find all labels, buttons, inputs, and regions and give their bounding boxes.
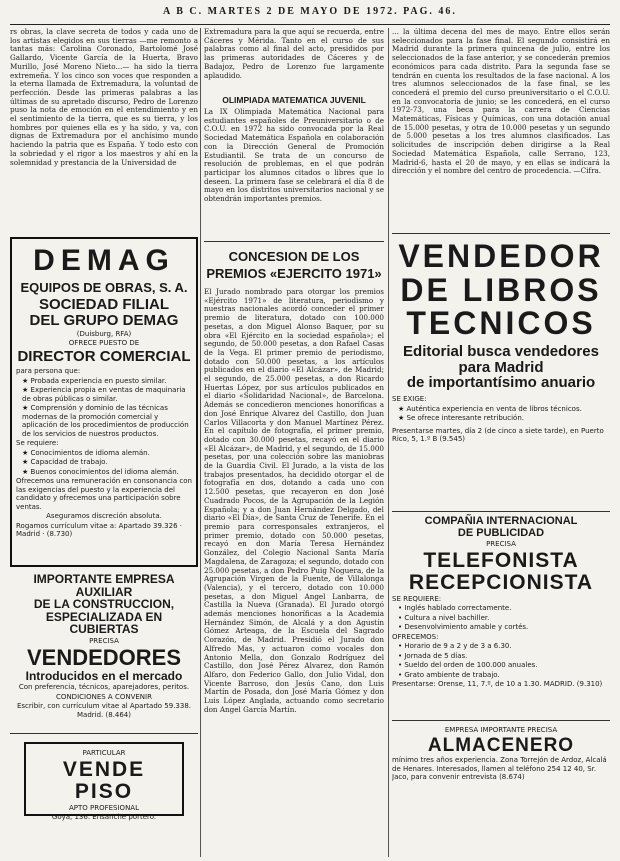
olympiad-continuation: ... la última decena del mes de mayo. Entre ellos serán seleccionados para la fase final. El segundo consistirá en Madrid durante la primera quincena de julio, entre los seleccionados de la fase anterior, y se concederán premios económicos para cada distrito. Para la segunda fase se tendrán en cuenta los resultados de la fase nacional. A los tres alumnos seleccionados de la fase final, se les concederá el premio del curso preuniversitario o el C.O.U. en la convocatoria de junio; se les concederá, en el curso 1972-73, una beca para la carrera de Ciencias Matemáticas, Físicas y Químicas, con una dotación anual de 15.000 pesetas, y otra de 10.000 pesetas y un segundo de 5.000 pesetas a los tres alumnos clasificados. Las solicitudes de inscripción deben dirigirse a la Real Sociedad Matemática Española, calle Serrano, 123, Madrid-6, hasta el 20 de mayo, y en ellas se indicará la dirección y el nombre del centro de procedencia. —Cifra. — [392, 28, 610, 176]
demag-line3: DEL GRUPO DEMAG — [29, 311, 179, 329]
tel-precisa: PRECISA — [486, 540, 516, 549]
tel-title1: TELEFONISTA — [423, 548, 579, 572]
demag-req2-3: ★ Buenos conocimientos del idioma alemán. — [22, 467, 179, 476]
construction-line3: ESPECIALIZADA EN CUBIERTAS — [45, 609, 163, 637]
books-contact: Presentarse martes, día 2 (de cinco a siete tarde), en Puerto Rico, 5, 1.º B (9.545) — [392, 426, 604, 444]
demag-req-1: ★ Probada experiencia en puesto similar. — [22, 376, 167, 385]
construction-line1: IMPORTANTE EMPRESA AUXILIAR — [33, 572, 175, 599]
books-line6: de importantísimo anuario — [406, 374, 596, 392]
books-req-1: ★ Auténtica experiencia en venta de libros técnicos. — [398, 404, 582, 413]
warehouse-line1: EMPRESA IMPORTANTE PRECISA — [444, 726, 558, 734]
demag-req2-1: ★ Conocimientos de idioma alemán. — [22, 448, 150, 457]
demag-req-2: ★ Experiencia propia en ventas de maquinaria de obras públicas o similar. — [22, 386, 186, 403]
tel-req-3: • Desenvolvimiento amable y cortés. — [398, 623, 529, 632]
warehouse-title: ALMACENERO — [427, 734, 575, 756]
demag-req2-title: Se requiere: — [16, 439, 59, 448]
demag-req-title: para persona que: — [16, 367, 81, 376]
column-left — [10, 28, 198, 857]
tel-offer-2: • Jornada de 5 días. — [398, 651, 468, 660]
books-line4: Editorial busca vendedores — [403, 342, 599, 360]
books-line2: DE LIBROS — [400, 271, 602, 308]
headline: CONCESION DE LOS PREMIOS «EJERCITO 1971» — [206, 249, 382, 281]
column-middle — [204, 28, 384, 857]
construction-title: VENDEDORES — [26, 645, 182, 671]
apartment-subtitle: APTO PROFESIONAL — [68, 803, 139, 812]
books-req-2: ★ Se ofrece interesante retribución. — [398, 414, 524, 423]
article-continuation: rs obras, la clave secreta de todos y cada uno de los artistas elegidos en sus tierras —me remonto a tantas más: Carolina Coronado, Bartolomé José Gallardo, Vicente García de la Huerta, Bravo Murillo, José Moreno Nieto...— ha sido la tierra extremeña. Y los cinco son voces que responden a la eterna llamada de Extremadura, la voluntad de perfección. Desde las primeras palabras a las últimas de su apretado discurso, Pedro de Lorenzo puso la nota de emoción en el entendimiento y en el sentimiento de la tierra, que es su tierra, y los hombres por quienes ella es y ha sido, y va, con dignas de Extremadura por el anchísimo mundo haciendo la patria que es España. Y todo esto con la sobriedad y el rigor a los maestros y ahí en la solemnidad y prestancia de la Universidad de — [10, 28, 198, 167]
apartment-address: Goya, 136. Ensanche portero. — [51, 813, 157, 822]
tel-offer-title: OFRECEMOS: — [392, 632, 439, 641]
award-body: El Jurado nombrado para otorgar los premios «Ejército 1971» de literatura, periodismo y nuestras nacionales acordó conceder el primer premio de literatura, dotado con 100.000 pesetas, a don Miguel Alonso Baquer, por su obra «El Ejército en la sociedad española»; el segundo, de 50.000 pesetas, a don Rafael Casas de la Vega. El primer premio de periodismo, dotado con 50.000 pesetas, a los artículos publicados en el diario «El Alcázar», de Madrid; el segundo, de 25.000 pesetas, a don Ricardo Huertas López, por sus artículos publicados en el diario «Solidaridad Nacional», de Barcelona. Además se concedieron menciones honoríficas a don José Enrique Alvarez del Castillo, don Juan Carlos Villacorta y don Manuel Martínez Pérez. En el capítulo de fotografía, el primer premio, dotado con 30.000 pesetas, recayó en el diario «El Alcázar», de Madrid, y el segundo, de 15.000 pesetas, por una colección sobre las maniobras de la Guardia Civil. El Jurado, a la vista de los trabajos presentados, ha decidido otorgar el de fotografía en dos, dotando a cada uno con 12.500 pesetas, que recayeron en don José Cuadrado Pocos, de la Agrupación de la Legión Española; y a don Juan Hernández Delgado, del diario «El Día», de Santa Cruz de Tenerife. En el premio para corresponsales extranjeros, el primer premio, dotado con 50.000 pesetas, recayó en don María Teresa Hernández González, del Colegio Nacional Santa María Magdalena, de Zaragoza; el segundo, dotado con 25.000 pesetas, a don Pedro Puig Noguera, de la Agrupación Virgen de la Fuente, de Villalonga (Valencia), y el tercero, dotado con 10.000 pesetas, a don Miguel Angel Lanbarra, de Castilla la Nueva (Granada). El Jurado otorgó además menciones honoríficas a la Academia Hernández Simón, de Alcalá y a don Agustín Gómez Arteaga, de la Escuela del Sagrado Corazón, de Madrid. Presidió el Jurado don Alfredo Mas, y actuaron como vocales don Antonio Mella, don Gonzalo Rodríguez del Castillo, don José Pérez Alvarez, don Ramón Alfaro, don Federico Gallo, don Julio Vidal, don Vicente Barroso, don Jesús Cano, don Luis Martín de Posada, don José María Gómez y don Luis López Anglada, actuando como secretario don Angel García Martín. — [204, 288, 384, 714]
demag-confidential: Aseguramos discreción absoluta. — [46, 512, 162, 521]
tel-offer-1: • Horario de 9 a 2 y de 3 a 6.30. — [398, 642, 512, 651]
tel-req-1: • Inglés hablado correctamente. — [398, 604, 512, 613]
books-line1: VENDEDOR — [398, 238, 604, 274]
warehouse-ad — [392, 721, 610, 819]
construction-subtitle: Introducidos en el mercado — [25, 668, 183, 683]
apartment-title: VENDE PISO — [62, 757, 146, 803]
books-ad — [392, 233, 610, 512]
column-right — [392, 28, 610, 857]
divider — [204, 241, 384, 242]
demag-position: DIRECTOR COMERCIAL — [17, 347, 191, 365]
construction-cond: CONDICIONES A CONVENIR — [56, 692, 152, 701]
olympiad-text: La IX Olimpiada Matemática Nacional para estudiantes españoles de Preuniversitario o de C.O.U. en 1972 ha sido convocada por la Real Sociedad Matemática Española en colaboración con la Dirección General de Promoción Estudiantil. Se trata de un concurso de resolución de problemas, en el que podrán participar los alumnos citados o libres que lo deseen. La primera fase se celebrará el día 8 de mayo en los distritos universitarios nacional y se obtendrán importantes premios. — [204, 108, 384, 204]
construction-text: Con preferencia, técnicos, aparejadores, peritos. — [18, 683, 190, 692]
demag-title: DEMAG — [33, 244, 175, 277]
construction-ad — [10, 571, 198, 734]
demag-line2: SOCIEDAD FILIAL — [39, 296, 169, 314]
telephonist-ad — [392, 512, 610, 721]
books-line5: para Madrid — [458, 358, 544, 376]
olympiad-title: OLIMPIADA MATEMATICA JUVENIL — [222, 95, 366, 105]
books-req-title: SE EXIGE: — [392, 395, 427, 404]
article-end: Extremadura para la que aquí se recuerda, entre Cáceres y Mérida. Tanto en el curso de sus palabras como al final del acto, presididos por las primeras autoridades de Cáceres y de Badajoz, Pedro de Lorenzo fue largamente aplaudido. — [204, 28, 384, 80]
demag-req-3: ★ Comprensión y dominio de las técnicas modernas de la promoción comercial y aplicación de los procedimientos de producción de los servicios de nuestros productos. — [22, 404, 189, 438]
apartment-ad — [24, 742, 184, 822]
construction-precisa: PRECISA — [89, 636, 119, 645]
warehouse-text: mínimo tres años experiencia. Zona Torrejón de Ardoz, Alcalá de Henares. Interesados, llamen al teléfono 254 12 40, Sr. Jaco, para convenir entrevista (8.674) — [392, 756, 607, 782]
construction-line2: DE LA CONSTRUCCION, — [33, 597, 175, 612]
books-line3: TECNICOS — [406, 305, 596, 342]
tel-offer-3: • Sueldo del orden de 100.000 anuales. — [398, 661, 538, 670]
demag-ad — [10, 237, 198, 567]
tel-req-2: • Cultura a nivel bachiller. — [398, 613, 490, 622]
demag-offer: OFRECE PUESTO DE — [68, 339, 140, 348]
tel-line2: DE PUBLICIDAD — [457, 526, 545, 539]
demag-line1: EQUIPOS DE OBRAS, S. A. — [20, 279, 188, 295]
apartment-label: PARTICULAR — [82, 749, 126, 757]
construction-contact: Escribir, con currículum vitae al Apartado 59.338. Madrid. (8.464) — [16, 702, 192, 719]
column-rule — [388, 28, 389, 857]
demag-req2-2: ★ Capacidad de trabajo. — [22, 458, 108, 467]
tel-line1: COMPAÑIA INTERNACIONAL — [424, 515, 578, 527]
column-rule — [200, 28, 201, 857]
tel-req-title: SE REQUIERE: — [392, 594, 442, 603]
demag-contact: Rogamos currículum vitae a: Apartado 39.326 · Madrid · (8.730) — [16, 521, 182, 539]
tel-title2: RECEPCIONISTA — [408, 570, 594, 594]
demag-location: (Duisburg, RFA) — [76, 329, 132, 338]
tel-offer-4: • Grato ambiente de trabajo. — [398, 670, 500, 679]
demag-offer-text: Ofrecemos una remuneración en consonancia con las exigencias del puesto y la experiencia del candidato y ofrecemos una participación sobre ventas. — [16, 477, 192, 511]
page-header: A B C. MARTES 2 DE MAYO DE 1972. PAG. 46. — [10, 6, 610, 25]
tel-contact: Presentarse: Orense, 11, 7.º, de 10 a 1.30. MADRID. (9.310) — [392, 680, 603, 689]
